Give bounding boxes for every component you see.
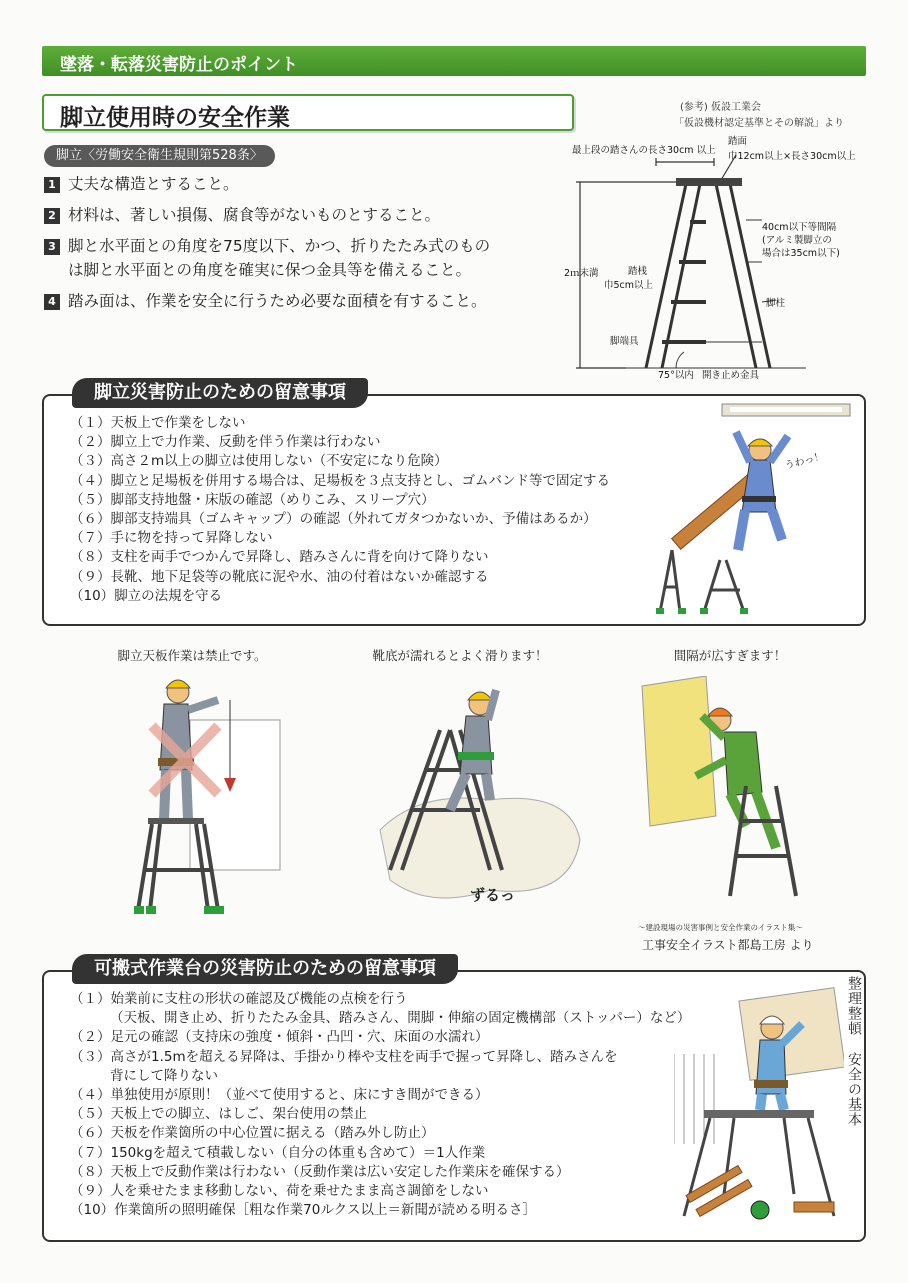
vertical-slogan-tidy: 整理整頓 [846,976,862,1036]
slip-sound-text: ずるっ [470,886,516,904]
rule-3 [44,234,490,258]
header-banner: 墜落・転落災害防止のポイント [42,46,866,76]
work-platform-precautions-list [70,990,690,1220]
illustration-credit: 工事安全イラスト都島工房 より [642,938,814,952]
stepladder-precautions-title: 脚立災害防止のための留意事項 [72,378,368,408]
list-item: （８）天板上で反動作業は行わない（反動作業は広い安定した作業床を確保する） [70,1163,570,1180]
list-item: （２）脚立上で力作業、反動を伴う作業は行わない [70,434,381,451]
rule-2 [44,203,440,227]
ladder-diagram [566,140,866,385]
rule-text: 丈夫な構造とすること。 [68,175,239,193]
diagram-spacing-aluminum-label: (アルミ製脚立の [762,235,832,246]
list-item: （３）高さ２m以上の脚立は使用しない（不安定になり危険） [70,453,448,470]
list-item: （４）脚立と足場板を併用する場合は、足場板を３点支持とし、ゴムバンド等で固定する [70,472,610,489]
caption-too-wide: 間隔が広すぎます！ [673,648,787,663]
diagram-top-step-label: 最上段の踏さんの長さ30cm 以上 [572,145,716,156]
rule-number: 2 [44,208,60,224]
list-item: 背にして降りない [110,1067,218,1084]
list-item: （６）脚部支持端具（ゴムキャップ）の確認（外れてガタつかないか、予備はあるか） [70,511,597,528]
illustration-credit-subtitle: ～建設現場の災害事例と安全作業のイラスト集～ [638,923,803,932]
work-platform-illustration [674,984,844,1234]
rule-text: 脚と水平面との角度を75度以下、かつ、折りたたみ式のもの [68,237,491,255]
diagram-spacing-label: 40cm以下等間隔 [762,222,837,233]
reference-line-2: 「仮設機材認定基準とその解説」より [674,118,844,129]
list-item: （５）天板上での脚立、はしご、架台使用の禁止 [70,1106,367,1123]
top-plate-work-illustration [100,670,290,925]
stepladder-precautions-list [70,414,610,606]
diagram-spacing-aluminum-label: 場合は35cm以下) [762,248,840,259]
diagram-rung-label: 踏桟 [628,266,648,277]
list-item: （10）作業箇所の照明確保［粗な作業70ルクス以上＝新聞が読める明るさ］ [70,1202,536,1219]
diagram-height-label: 2ｍ未満 [564,268,599,279]
list-item: （７）手に物を持って昇降しない [70,530,273,547]
rule-number: 4 [44,294,60,310]
diagram-tread-size-label: 巾12cm以上×長さ30cm以上 [728,151,856,162]
diagram-foot-label: 脚端具 [610,336,639,347]
diagram-angle-label: 75°以内 [658,370,694,381]
rule-text: 踏み面は、作業を安全に行うため必要な面積を有すること。 [68,292,487,310]
falling-worker-illustration [650,402,860,617]
list-item: （10）脚立の法規を守る [70,587,223,604]
vertical-slogan-safety: 安全の基本 [846,1052,862,1127]
diagram-rung-width-label: 巾5cm以上 [604,280,654,291]
list-item: （３）高さが1.5mを超える昇降は、手掛かり棒や支柱を両手で握って昇降し、踏みさんを [70,1048,618,1065]
rule-number: 1 [44,177,60,193]
section-title: 脚立使用時の安全作業 [42,94,574,131]
rule-3-continued: は脚と水平面との角度を確実に保つ金具等を備えること。 [68,261,472,279]
rule-number: 3 [44,239,60,255]
list-item: （１）始業前に支柱の形状の確認及び機能の点検を行う [70,991,408,1007]
diagram-leg-label: 脚柱 [766,298,786,309]
list-item: （２）足元の確認（支持床の強度・傾斜・凸凹・穴、床面の水濡れ） [70,1029,489,1046]
list-item: （９）人を乗せたまま移動しない、荷を乗せたまま高さ調節をしない [70,1183,489,1200]
wide-gap-illustration [636,676,836,906]
caption-wet-soles: 靴底が濡れるとよく滑ります！ [372,648,548,663]
rule-4 [44,289,487,313]
work-platform-precautions-title: 可搬式作業台の災害防止のための留意事項 [72,954,458,984]
list-item: （６）天板を作業箇所の中心位置に据える（踏み外し防止） [70,1125,435,1142]
list-item: （７）150kgを超えて積載しない（自分の体重も含めて）＝1人作業 [70,1144,486,1161]
exclaim-text: うわっ！ [783,450,826,472]
list-item: （９）長靴、地下足袋等の靴底に泥や水、油の付着はないか確認する [70,568,489,585]
diagram-stopper-label: 開き止め金具 [702,370,760,381]
list-item: （４）単独使用が原則！（並べて使用すると、床にすき間ができる） [70,1087,489,1104]
slipping-worker-illustration [340,670,590,920]
caption-top-plate-prohibited: 脚立天板作業は禁止です。 [117,648,267,663]
list-item: （１）天板上で作業をしない [70,415,246,431]
law-tag: 脚立〈労働安全衛生規則第528条〉 [44,145,275,167]
list-item: （天板、開き止め、折りたたみ金具、踏みさん、開脚・伸縮の固定機構部（ストッパー）など） [110,1010,691,1027]
rule-1 [44,172,239,196]
reference-line-1: (参考) 仮設工業会 [680,102,761,113]
diagram-tread-label: 踏面 [728,136,748,147]
list-item: （８）支柱を両手でつかんで昇降し、踏みさんに背を向けて降りない [70,549,489,566]
rule-text: 材料は、著しい損傷、腐食等がないものとすること。 [68,206,441,224]
list-item: （５）脚部支持地盤・床版の確認（めりこみ、スリープ穴） [70,491,435,508]
